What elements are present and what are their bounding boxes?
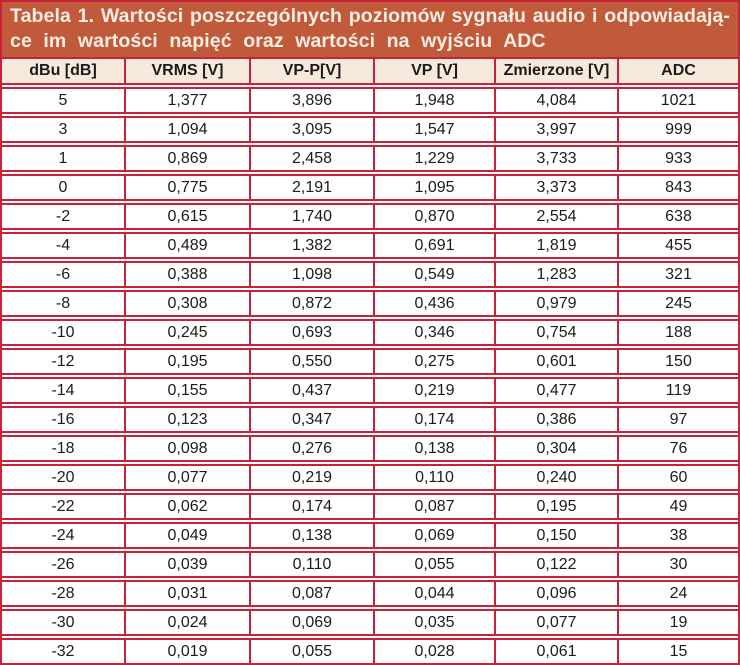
table-cell: 0,601 xyxy=(494,348,617,375)
table-row xyxy=(2,638,738,665)
table-cell: 0,110 xyxy=(249,551,373,578)
table-cell: 97 xyxy=(617,406,738,433)
table-cell: 1,094 xyxy=(124,116,249,143)
table-cell: -10 xyxy=(2,319,124,346)
table-cell: 60 xyxy=(617,464,738,491)
table-cell: 0,122 xyxy=(494,551,617,578)
table-cell: 19 xyxy=(617,609,738,636)
table-cell: 0,615 xyxy=(124,203,249,230)
table-row xyxy=(2,551,738,578)
table-row xyxy=(2,261,738,288)
table-cell: 1021 xyxy=(617,87,738,114)
table-row xyxy=(2,522,738,549)
table-cell: 0,693 xyxy=(249,319,373,346)
table-cell: 3,373 xyxy=(494,174,617,201)
table-cell: 1,382 xyxy=(249,232,373,259)
table-row xyxy=(2,464,738,491)
table-cell: 1,098 xyxy=(249,261,373,288)
table-cell: 0,138 xyxy=(373,435,494,462)
table-cell: 0,138 xyxy=(249,522,373,549)
table-cell: -4 xyxy=(2,232,124,259)
table-cell: 0,308 xyxy=(124,290,249,317)
table-cell: 76 xyxy=(617,435,738,462)
table-row xyxy=(2,406,738,433)
table-cell: 0,276 xyxy=(249,435,373,462)
table-cell: 0,275 xyxy=(373,348,494,375)
table-cell: 5 xyxy=(2,87,124,114)
table-cell: 0,388 xyxy=(124,261,249,288)
table-cell: 0,489 xyxy=(124,232,249,259)
data-table xyxy=(2,55,738,665)
table-cell: 0,436 xyxy=(373,290,494,317)
table-cell: 0,044 xyxy=(373,580,494,607)
column-header-vrms: VRMS [V] xyxy=(124,57,249,85)
table-cell: 0,019 xyxy=(124,638,249,665)
table-cell: 0,691 xyxy=(373,232,494,259)
table-cell: -24 xyxy=(2,522,124,549)
table-cell: 1,377 xyxy=(124,87,249,114)
table-cell: 0,346 xyxy=(373,319,494,346)
table-cell: 0,174 xyxy=(249,493,373,520)
table-cell: 0,386 xyxy=(494,406,617,433)
table-cell: 1,740 xyxy=(249,203,373,230)
table-row xyxy=(2,290,738,317)
table-cell: 999 xyxy=(617,116,738,143)
table-cell: 24 xyxy=(617,580,738,607)
table-cell: -16 xyxy=(2,406,124,433)
table-cell: -26 xyxy=(2,551,124,578)
table-cell: 0,039 xyxy=(124,551,249,578)
table-cell: 1,819 xyxy=(494,232,617,259)
table-row xyxy=(2,435,738,462)
table-cell: 0,979 xyxy=(494,290,617,317)
table-cell: 119 xyxy=(617,377,738,404)
table-cell: 1,095 xyxy=(373,174,494,201)
table-cell: 0,347 xyxy=(249,406,373,433)
table-cell: -20 xyxy=(2,464,124,491)
table-cell: 0,087 xyxy=(249,580,373,607)
table-cell: 0,028 xyxy=(373,638,494,665)
table-cell: 321 xyxy=(617,261,738,288)
table-cell: 0,872 xyxy=(249,290,373,317)
table-cell: 1,948 xyxy=(373,87,494,114)
table-cell: 0 xyxy=(2,174,124,201)
table-caption-line2: ce im wartości napięć oraz wartości na wyjściu ADC xyxy=(10,30,546,52)
table-cell: 4,084 xyxy=(494,87,617,114)
table-cell: 0,062 xyxy=(124,493,249,520)
table-cell: 0,240 xyxy=(494,464,617,491)
table-cell: 0,869 xyxy=(124,145,249,172)
table-cell: 0,195 xyxy=(494,493,617,520)
table-cell: 0,077 xyxy=(124,464,249,491)
table-cell: 0,304 xyxy=(494,435,617,462)
table-cell: 1,229 xyxy=(373,145,494,172)
table-cell: 2,554 xyxy=(494,203,617,230)
table-cell: -28 xyxy=(2,580,124,607)
table-cell: 0,174 xyxy=(373,406,494,433)
table-cell: 0,069 xyxy=(373,522,494,549)
table-cell: 1,547 xyxy=(373,116,494,143)
table-cell: 0,219 xyxy=(249,464,373,491)
table-cell: 3,095 xyxy=(249,116,373,143)
table-row xyxy=(2,232,738,259)
table-cell: 3,733 xyxy=(494,145,617,172)
table-cell: -22 xyxy=(2,493,124,520)
table-cell: 843 xyxy=(617,174,738,201)
table-cell: 0,245 xyxy=(124,319,249,346)
table-cell: 0,096 xyxy=(494,580,617,607)
table-cell: 30 xyxy=(617,551,738,578)
table-cell: 0,550 xyxy=(249,348,373,375)
table-cell: 0,477 xyxy=(494,377,617,404)
table-cell: 0,110 xyxy=(373,464,494,491)
table-cell: 0,055 xyxy=(249,638,373,665)
column-header-zmierzone: Zmierzone [V] xyxy=(494,57,617,85)
table-cell: 0,437 xyxy=(249,377,373,404)
column-header-dbu: dBu [dB] xyxy=(2,57,124,85)
table-cell: 245 xyxy=(617,290,738,317)
table-cell: 150 xyxy=(617,348,738,375)
table-cell: 1 xyxy=(2,145,124,172)
column-header-vpp: VP-P[V] xyxy=(249,57,373,85)
column-header-adc: ADC xyxy=(617,57,738,85)
table-cell: 0,775 xyxy=(124,174,249,201)
table-cell: 933 xyxy=(617,145,738,172)
table-cell: 1,283 xyxy=(494,261,617,288)
table-cell: 0,087 xyxy=(373,493,494,520)
table-cell: 0,031 xyxy=(124,580,249,607)
table-cell: 3,896 xyxy=(249,87,373,114)
table-cell: 0,061 xyxy=(494,638,617,665)
table-cell: -18 xyxy=(2,435,124,462)
table-cell: 0,035 xyxy=(373,609,494,636)
header-row xyxy=(2,57,738,85)
table-cell: 0,055 xyxy=(373,551,494,578)
table-cell: 0,219 xyxy=(373,377,494,404)
table-cell: 3,997 xyxy=(494,116,617,143)
table-cell: 188 xyxy=(617,319,738,346)
table-cell: 0,024 xyxy=(124,609,249,636)
table-row xyxy=(2,145,738,172)
table-caption xyxy=(2,2,738,59)
table-cell: 3 xyxy=(2,116,124,143)
table-cell: 0,870 xyxy=(373,203,494,230)
table-cell: -14 xyxy=(2,377,124,404)
table-cell: 638 xyxy=(617,203,738,230)
table-row xyxy=(2,319,738,346)
table-row xyxy=(2,580,738,607)
table-row xyxy=(2,116,738,143)
table-row xyxy=(2,377,738,404)
table-cell: 0,098 xyxy=(124,435,249,462)
table-row xyxy=(2,609,738,636)
table-cell: -12 xyxy=(2,348,124,375)
table-cell: -8 xyxy=(2,290,124,317)
table-cell: 2,458 xyxy=(249,145,373,172)
table-caption-line1: Tabela 1. Wartości poszczególnych poziomów sygnału audio i odpowiadają- xyxy=(10,5,730,27)
table-row xyxy=(2,203,738,230)
table-row xyxy=(2,348,738,375)
table-cell: 0,195 xyxy=(124,348,249,375)
table-row xyxy=(2,174,738,201)
table-cell: 455 xyxy=(617,232,738,259)
table-cell: 0,123 xyxy=(124,406,249,433)
table-row xyxy=(2,87,738,114)
table-cell: -32 xyxy=(2,638,124,665)
table-cell: 0,049 xyxy=(124,522,249,549)
table-cell: 49 xyxy=(617,493,738,520)
table-cell: -30 xyxy=(2,609,124,636)
table-cell: 0,754 xyxy=(494,319,617,346)
table-cell: 38 xyxy=(617,522,738,549)
table-cell: 0,077 xyxy=(494,609,617,636)
table-row xyxy=(2,493,738,520)
table-cell: 0,069 xyxy=(249,609,373,636)
table-cell: 0,549 xyxy=(373,261,494,288)
table-cell: 0,150 xyxy=(494,522,617,549)
table-cell: -2 xyxy=(2,203,124,230)
column-header-vp: VP [V] xyxy=(373,57,494,85)
table-cell: 15 xyxy=(617,638,738,665)
table-cell: 2,191 xyxy=(249,174,373,201)
table-cell: 0,155 xyxy=(124,377,249,404)
table-cell: -6 xyxy=(2,261,124,288)
